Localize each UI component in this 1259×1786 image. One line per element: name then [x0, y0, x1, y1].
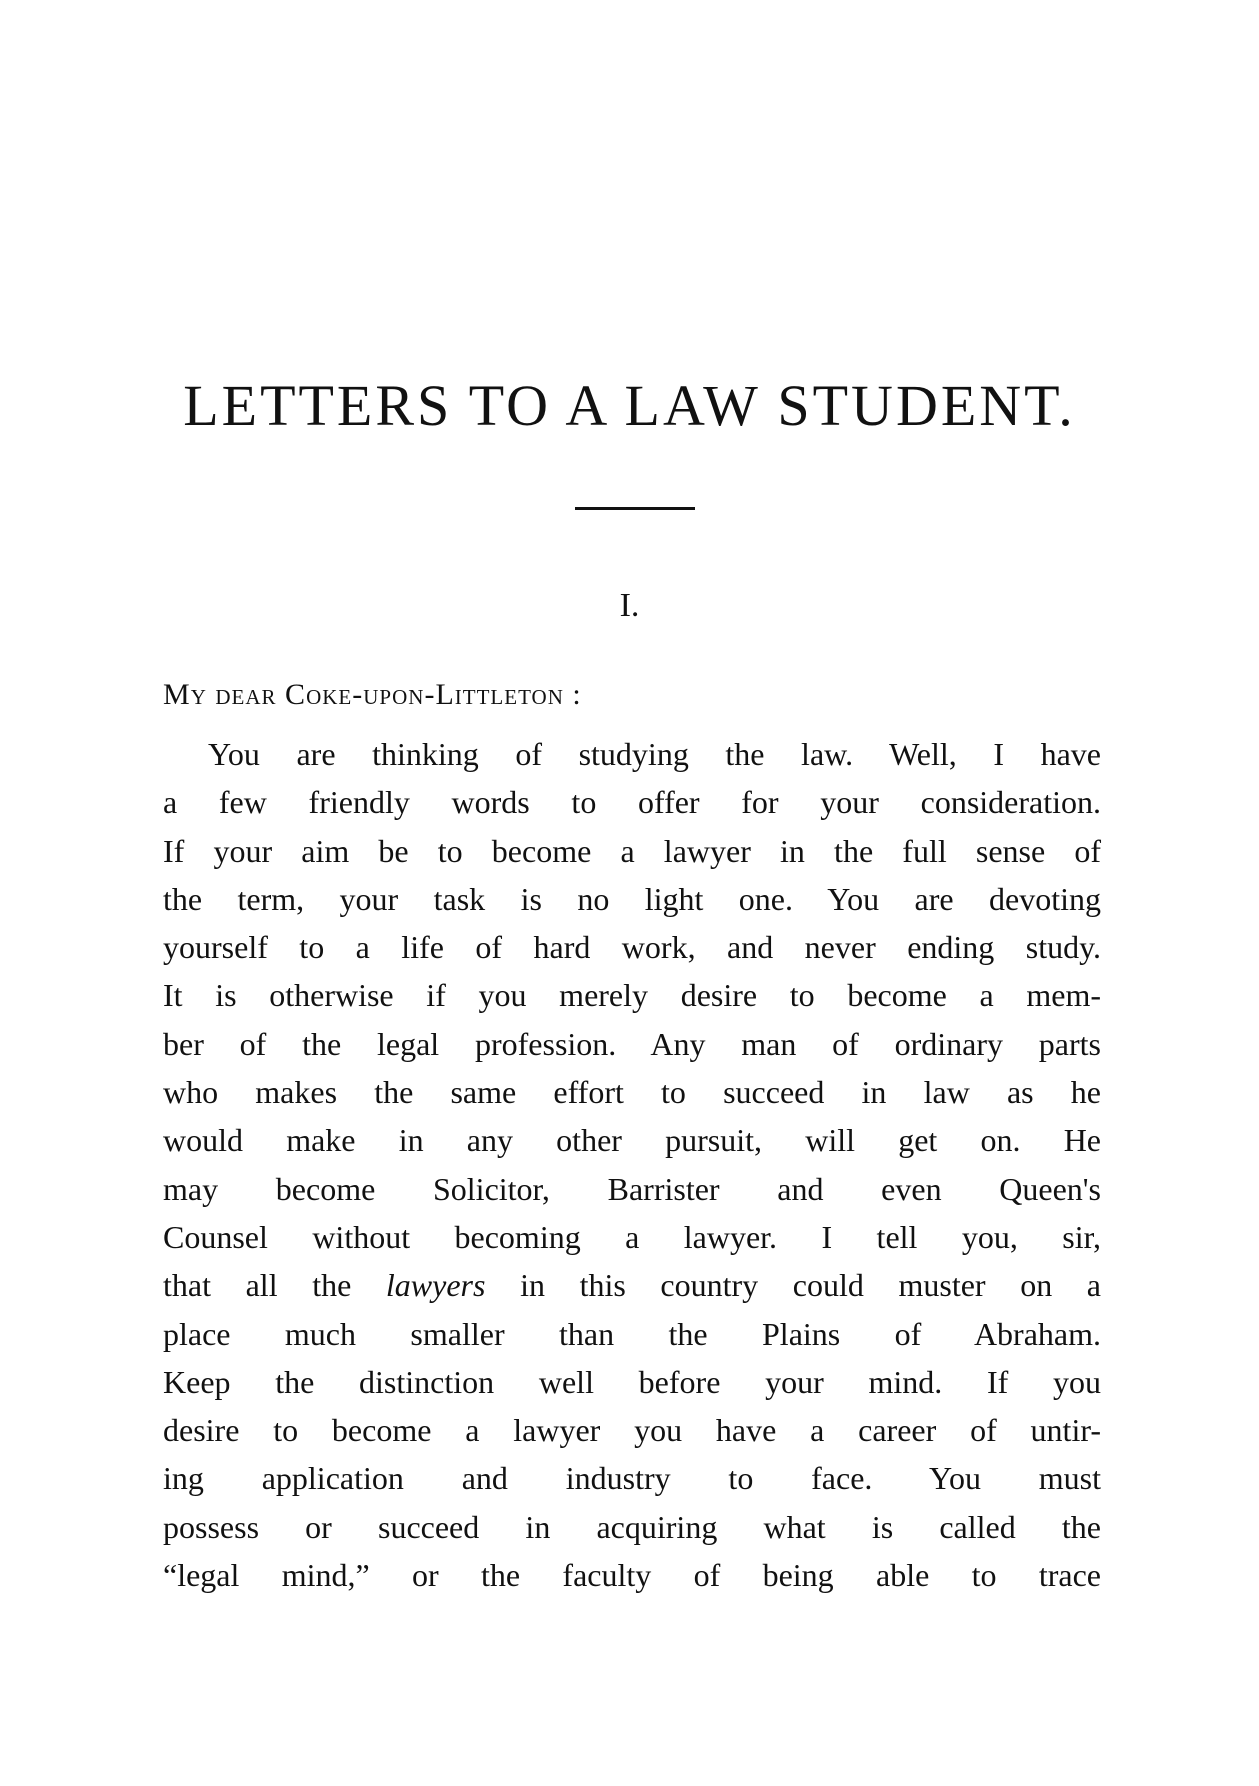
salutation-char: O — [306, 685, 323, 709]
body-line: the term, your task is no light one. You are devoting — [163, 880, 1101, 917]
body-line-start: that all the — [163, 1267, 386, 1304]
body-line: possess or succeed in acquiring what is called the — [163, 1508, 1101, 1545]
body-line: Counsel without becoming a lawyer. I tell you, sir, — [163, 1218, 1101, 1255]
salutation-char: I — [454, 685, 463, 709]
salutation-char: Y — [190, 685, 207, 709]
body-line: Keep the distinction well before your mind. If you — [163, 1363, 1101, 1400]
body-line: ing application and industry to face. You must — [163, 1460, 1101, 1497]
salutation-char: T — [476, 685, 491, 709]
body-line: desire to become a lawyer you have a career of untir- — [163, 1412, 1101, 1449]
page-title: LETTERS TO A LAW STUDENT. — [183, 373, 1076, 438]
body-line: ber of the legal profession. Any man of ordinary parts — [163, 1025, 1101, 1062]
salutation-char: U — [363, 685, 380, 709]
salutation-char: E — [231, 685, 246, 709]
body-line: It is otherwise if you merely desire to become a mem- — [163, 977, 1101, 1014]
salutation-char: M — [163, 678, 191, 711]
salutation-char: N — [408, 685, 425, 709]
salutation-char: A — [245, 685, 262, 709]
salutation-char — [277, 678, 286, 711]
body-line: place much smaller than the Plains of Abraham. — [163, 1315, 1101, 1352]
body-line: If your aim be to become a lawyer in the full sense of — [163, 832, 1101, 869]
salutation-char: P — [379, 685, 393, 709]
salutation-char: R — [261, 685, 277, 709]
salutation-char: O — [392, 685, 409, 709]
salutation-char: - — [352, 678, 364, 711]
salutation-text — [163, 678, 582, 711]
letter-body — [163, 730, 1101, 1599]
salutation-char: T — [518, 685, 532, 709]
salutation-char: N — [547, 685, 564, 709]
body-line: who makes the same effort to succeed in law as he — [163, 1074, 1101, 1111]
salutation-char: O — [531, 685, 548, 709]
section-numeral: I. — [619, 587, 640, 624]
salutation-char: - — [424, 678, 436, 711]
salutation-char: D — [215, 685, 232, 709]
body-line-end: in this country could muster on a — [485, 1267, 1102, 1304]
salutation-char: L — [490, 685, 505, 709]
letter-salutation — [163, 678, 582, 712]
salutation-char: L — [435, 678, 455, 711]
body-line: would make in any other pursuit, will get on. He — [163, 1122, 1101, 1159]
body-line: may become Solicitor, Barrister and even Queen's — [163, 1170, 1101, 1207]
body-line: “legal mind,” or the faculty of being able to trace — [163, 1557, 1101, 1594]
body-line: You are thinking of studying the law. Well, I have — [208, 736, 1101, 772]
salutation-char: C — [285, 678, 307, 711]
body-line: a few friendly words to offer for your consideration. — [163, 784, 1101, 821]
salutation-char: K — [322, 685, 339, 709]
salutation-char: E — [338, 685, 353, 709]
salutation-char: : — [572, 678, 582, 711]
salutation-char: T — [462, 685, 477, 709]
salutation-char: E — [504, 685, 519, 709]
title-divider — [575, 507, 695, 510]
body-line — [163, 1261, 1101, 1309]
italic-lawyers: lawyers — [385, 1267, 486, 1304]
body-line: yourself to a life of hard work, and never ending study. — [163, 929, 1101, 966]
